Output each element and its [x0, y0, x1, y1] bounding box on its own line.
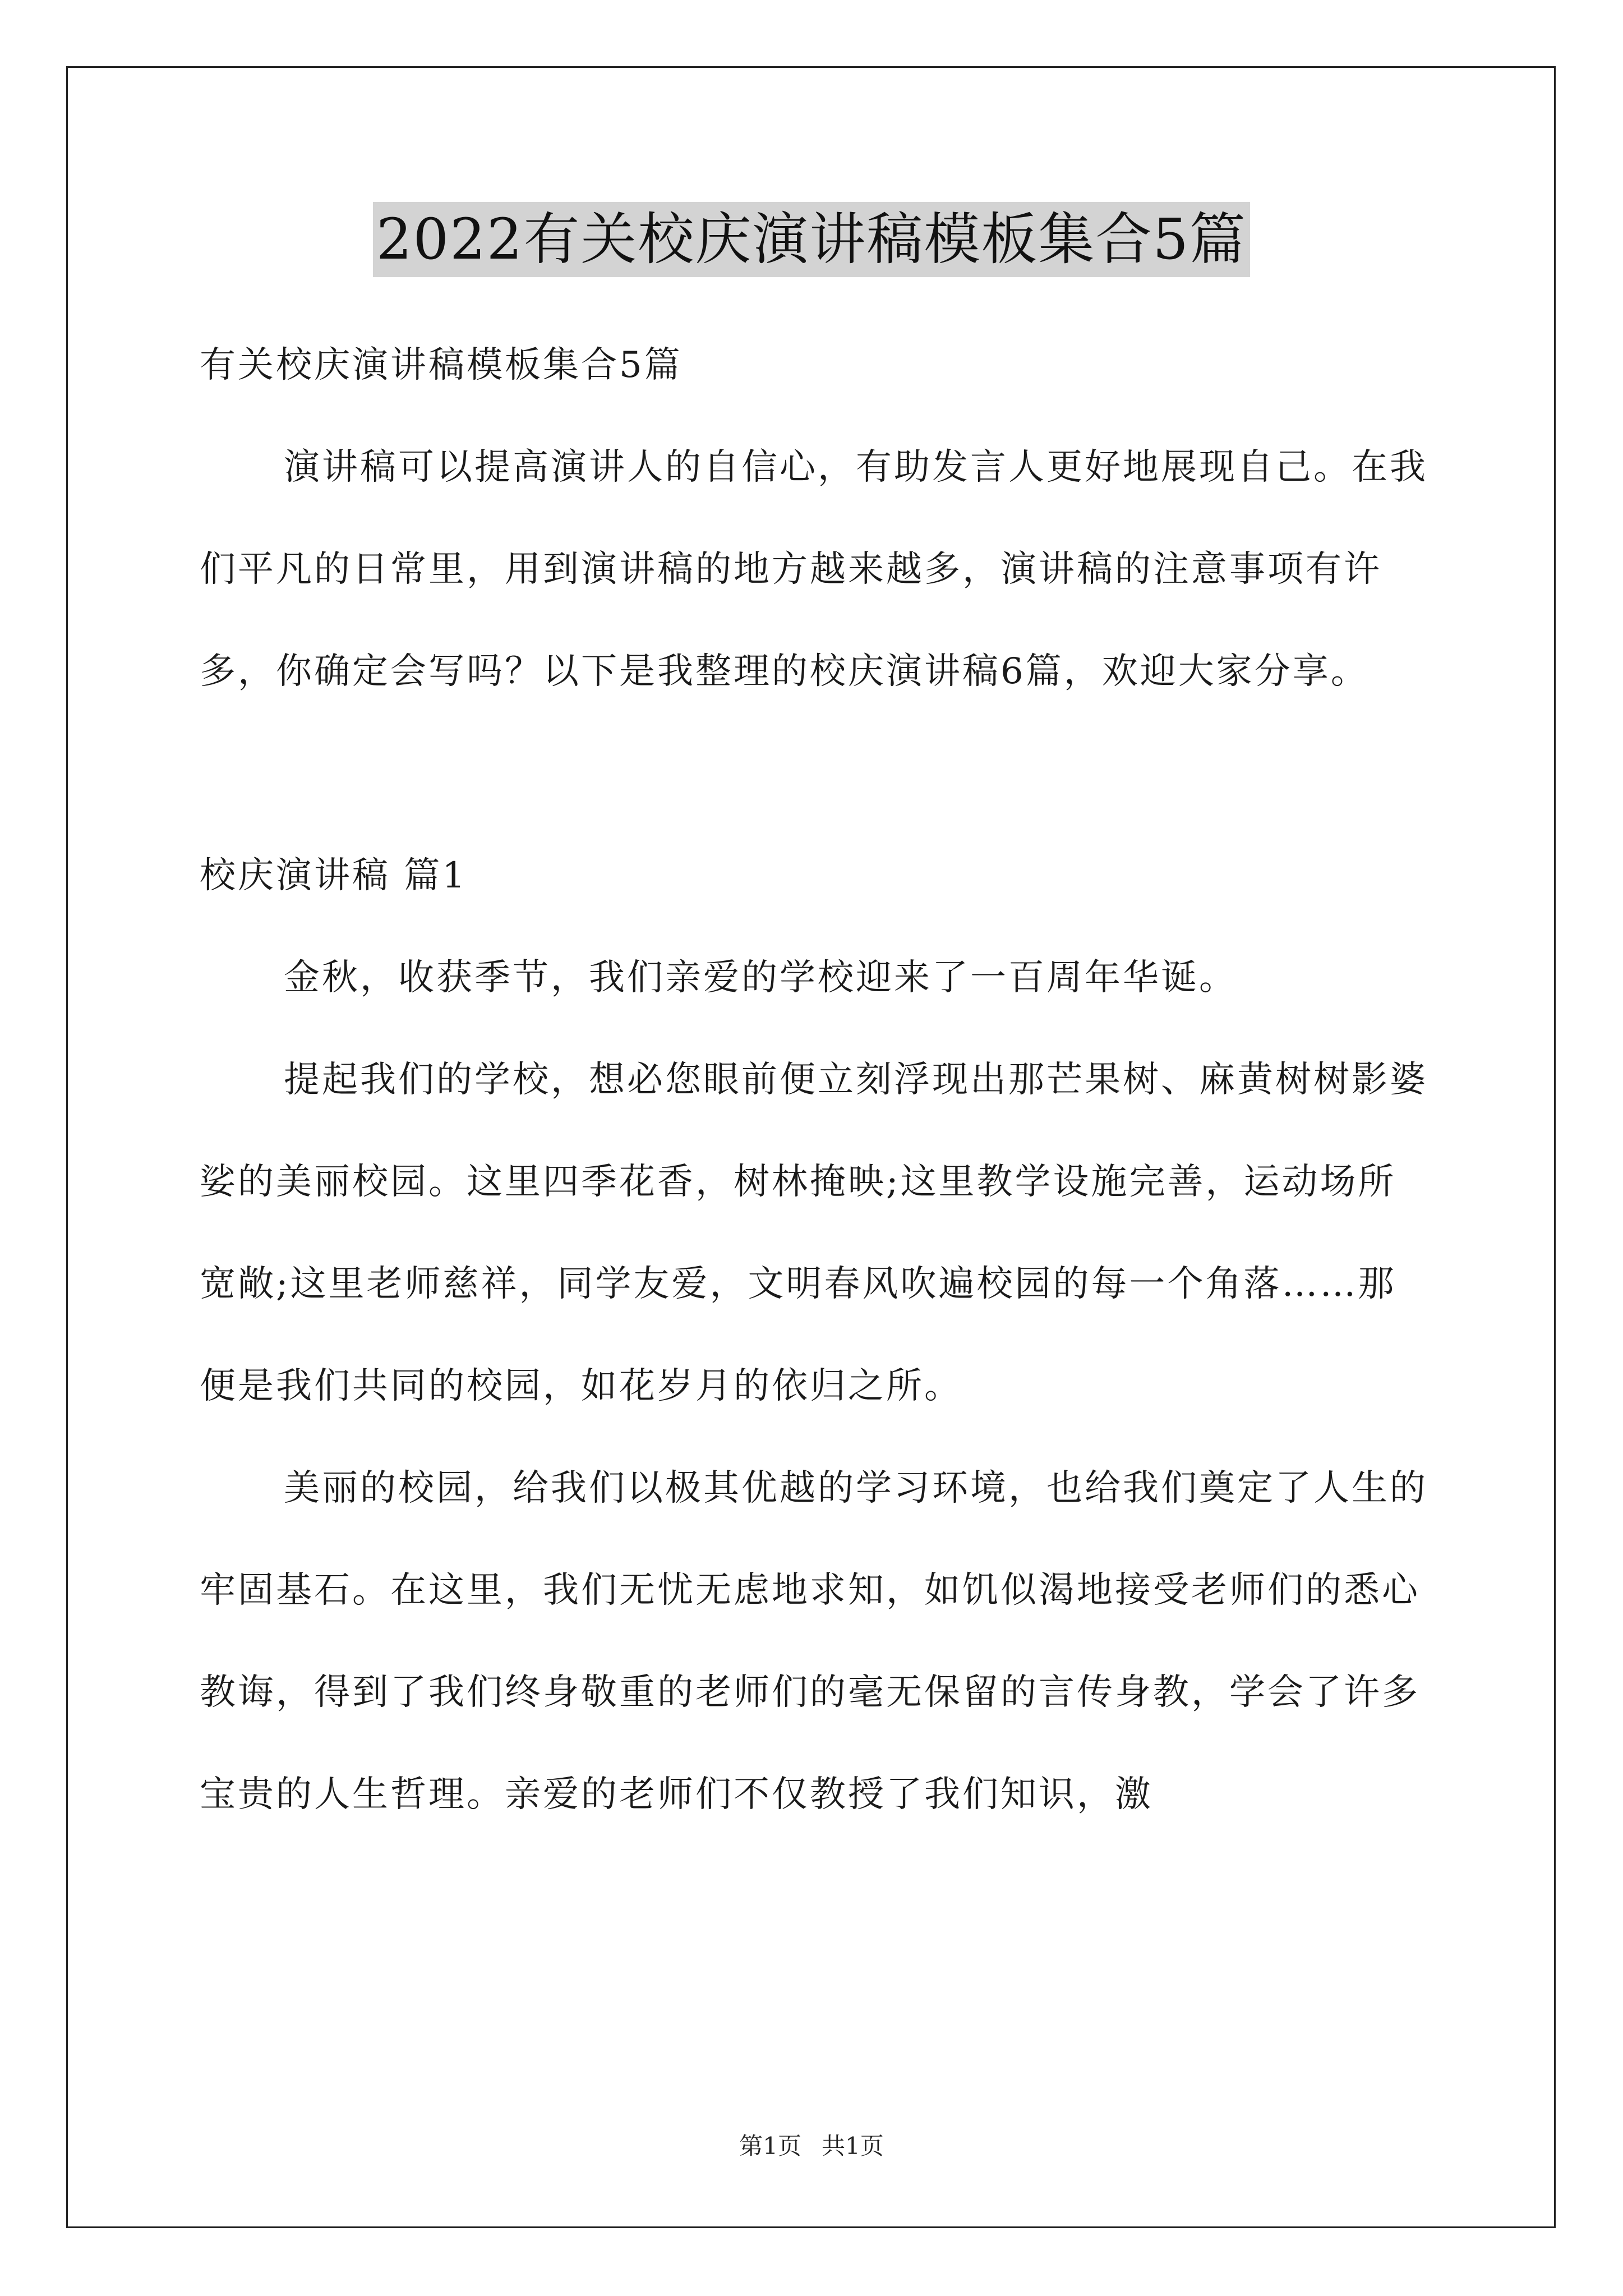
page-number: 第1页: [739, 2132, 801, 2160]
page-footer: [0, 2129, 1623, 2163]
document-subtitle: 有关校庆演讲稿模板集合5篇: [200, 344, 683, 386]
intro-paragraph: 演讲稿可以提高演讲人的自信心，有助发言人更好地展现自己。在我们平凡的日常里，用到演讲稿的地方越来越多，演讲稿的注意事项有许多，你确定会写吗？以下是我整理的校庆演讲稿6篇，欢迎大家分享。: [200, 447, 1428, 692]
body-paragraph-3: 美丽的校园，给我们以极其优越的学习环境，也给我们奠定了人生的牢固基石。在这里，我们无忧无虑地求知，如饥似渴地接受老师们的悉心教诲，得到了我们终身敬重的老师们的毫无保留的言传身教，学会了许多宝贵的人生哲理。亲爱的老师们不仅教授了我们知识，激: [200, 1467, 1428, 1815]
title-container: [0, 202, 1623, 277]
body-paragraph-2: 提起我们的学校，想必您眼前便立刻浮现出那芒果树、麻黄树树影婆娑的美丽校园。这里四季花香，树林掩映;这里教学设施完善，运动场所宽敞;这里老师慈祥，同学友爱，文明春风吹遍校园的每一个角落……那便是我们共同的校园，如花岁月的依归之所。: [200, 1059, 1428, 1407]
section-heading: 校庆演讲稿 篇1: [200, 855, 468, 896]
document-body: [200, 314, 1433, 1846]
body-paragraph-1: 金秋，收获季节，我们亲爱的学校迎来了一百周年华诞。: [284, 957, 1237, 999]
page-total: 共1页: [822, 2132, 884, 2160]
document-title: 2022有关校庆演讲稿模板集合5篇: [373, 202, 1250, 277]
